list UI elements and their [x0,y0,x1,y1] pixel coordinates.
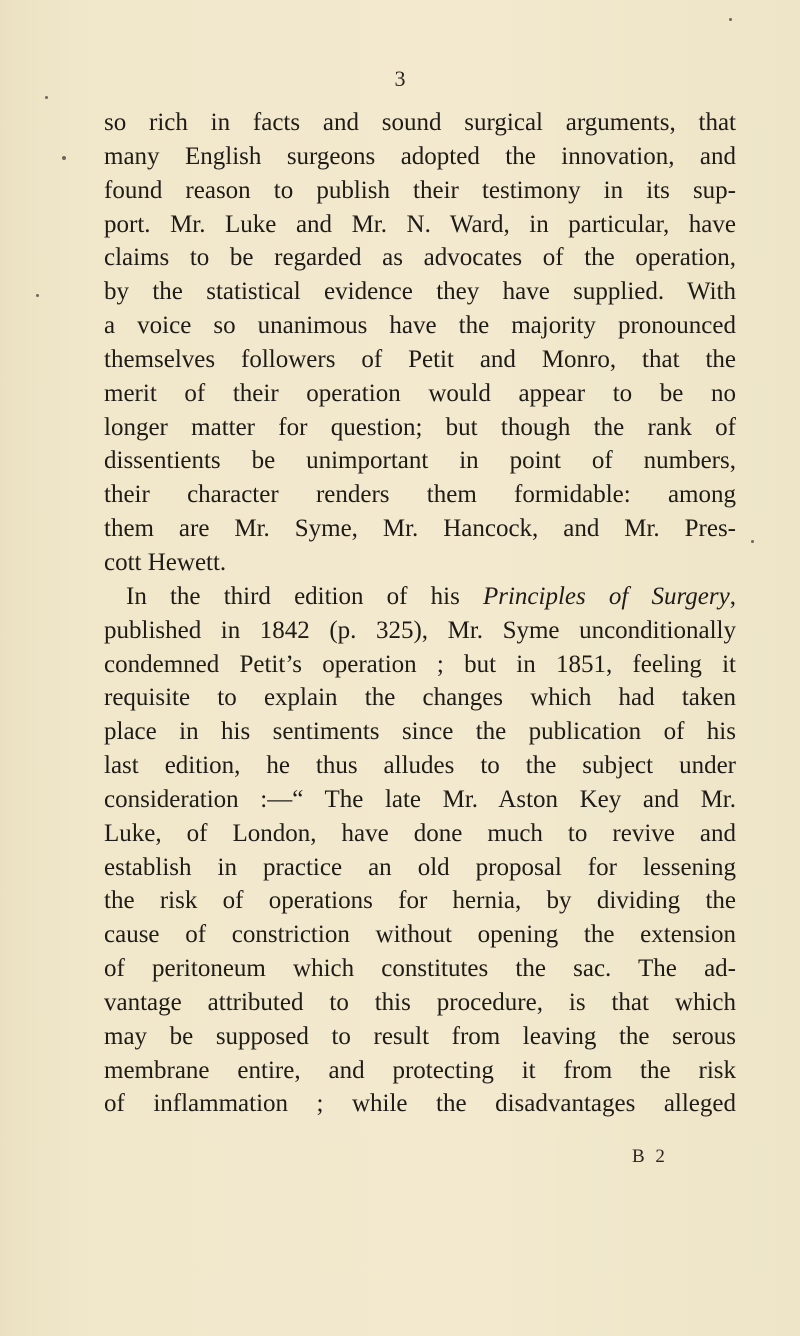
text-line: membrane entire, and protecting it from the risk [104,1056,736,1084]
margin-speck [729,18,732,21]
text-line: last edition, he thus alludes to the subject under [104,752,736,780]
text-line: dissentients be unimportant in point of numbers, [104,447,736,475]
line-segment: In the third edition of his [126,582,483,610]
text-line: vantage attributed to this procedure, is that which [104,988,736,1016]
book-title: Principles of Surgery [482,582,730,610]
text-line: the risk of operations for hernia, by dividing the [104,887,736,915]
text-line: found reason to publish their testimony in its sup- [104,176,736,204]
body-text [104,106,736,1121]
text-line: of peritoneum which constitutes the sac. The ad- [104,955,736,983]
line-segment: , [729,582,736,610]
text-line: longer matter for question; but though the rank of [104,413,736,441]
text-line: requisite to explain the changes which had taken [104,684,736,712]
text-line: may be supposed to result from leaving the serous [104,1022,736,1050]
text-line [104,580,736,614]
signature-mark: B 2 [632,1146,668,1167]
text-line: them are Mr. Syme, Mr. Hancock, and Mr. Pres- [104,515,736,543]
text-line: cause of constriction without opening the extension [104,921,736,949]
text-line: merit of their operation would appear to be no [104,379,736,407]
margin-speck [62,156,66,160]
text-line: published in 1842 (p. 325), Mr. Syme unconditionally [104,616,736,644]
margin-speck [751,540,754,543]
text-line: many English surgeons adopted the innovation, and [104,142,736,170]
text-line: cott Hewett. [104,548,227,576]
text-line: a voice so unanimous have the majority pronounced [104,312,736,340]
text-line: claims to be regarded as advocates of the operation, [104,244,736,272]
text-line: their character renders them formidable: among [104,481,736,509]
text-line: Luke, of London, have done much to revive and [104,819,736,847]
text-line: by the statistical evidence they have supplied. With [104,278,736,306]
text-line: of inflammation ; while the disadvantages alleged [104,1090,736,1118]
margin-speck [45,96,48,99]
text-line: establish in practice an old proposal for lessening [104,853,736,881]
text-line: condemned Petit’s operation ; but in 1851, feeling it [104,650,736,678]
text-line: consideration :—“ The late Mr. Aston Key and Mr. [104,785,736,813]
text-line: port. Mr. Luke and Mr. N. Ward, in particular, have [104,210,736,238]
text-line: themselves followers of Petit and Monro, that the [104,345,736,373]
text-line: place in his sentiments since the publication of his [104,718,736,746]
page-number: 3 [394,66,406,91]
margin-speck [36,294,39,297]
text-line: so rich in facts and sound surgical arguments, that [104,109,736,136]
